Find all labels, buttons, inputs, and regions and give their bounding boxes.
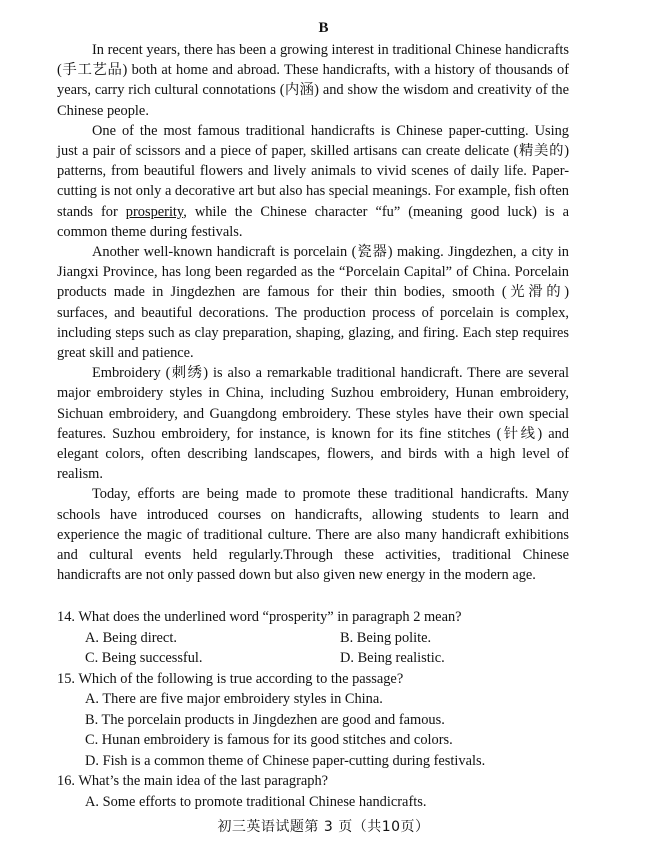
options: [57, 628, 569, 669]
option-b: B. Being polite.: [340, 629, 432, 646]
question-stem: 14. What does the underlined word “prosperity” in paragraph 2 mean?: [57, 609, 462, 625]
section-label: B: [318, 20, 329, 36]
option-d: D. Fish is a common theme of Chinese paper-cutting during festivals.: [85, 752, 486, 769]
option-d: D. Being realistic.: [340, 650, 445, 666]
paragraph-2-text-b: , while the Chinese character “fu” (meaning good luck) is a common theme during festivals.: [57, 203, 569, 240]
question-14: [57, 607, 569, 669]
question-stem: 16. What’s the main idea of the last paragraph?: [57, 773, 329, 789]
paragraph-3: Another well-known handicraft is porcelain (瓷器) making. Jingdezhen, a city in Jiangxi Province, has long been regarded as the “Porcelain Capital” of China. Porcelain products made in Jingdezhen are famous for their thin bodies, smooth (光滑的) surfaces, and beautiful decorations. The production process of porcelain is complex, including steps such as clay preparation, shaping, glazing, and firing. Each step requires great skill and patience.: [57, 244, 569, 362]
options: [57, 689, 569, 771]
option-c: C. Hunan embroidery is famous for its good stitches and colors.: [85, 732, 453, 748]
option-a: A. Some efforts to promote traditional Chinese handicrafts.: [85, 793, 427, 810]
reading-passage: [57, 40, 569, 585]
option-c: C. Being successful.: [85, 650, 203, 666]
page-footer: 初三英语试题第 3 页（共10页）: [217, 819, 430, 835]
option-a: A. Being direct.: [85, 629, 177, 646]
paragraph-1: In recent years, there has been a growing interest in traditional Chinese handicrafts (手工艺品) both at home and abroad. These handicrafts, with a history of thousands of years, carry rich cultural connotations (内涵) and show the wisdom and creativity of the Chinese people.: [57, 42, 569, 119]
question-stem: 15. Which of the following is true according to the passage?: [57, 670, 404, 687]
question-16: [57, 771, 569, 812]
option-b: B. The porcelain products in Jingdezhen are good and famous.: [85, 711, 445, 728]
paragraph-2: [57, 121, 569, 242]
paragraph-5: Today, efforts are being made to promote these traditional handicrafts. Many schools have introduced courses on handicrafts, allowing students to learn and experience the magic of traditional culture. There are also many handicraft exhibitions and cultural events held regularly.Through these activities, traditional Chinese handicrafts are not only passed down but also given new energy in the modern age.: [57, 486, 569, 584]
paragraph-4: Embroidery (刺绣) is also a remarkable traditional handicraft. There are several major embroidery styles in China, including Suzhou embroidery, Hunan embroidery, Sichuan embroidery, and Guangdong embroidery. These styles have their own special features. Suzhou embroidery, for instance, is known for its fine stitches (针线) and elegant colors, often describing landscapes, flowers, and birds with a high level of realism.: [57, 365, 569, 483]
option-a: A. There are five major embroidery styles in China.: [85, 691, 383, 707]
underlined-word: prosperity: [125, 203, 184, 220]
question-15: [57, 669, 569, 772]
options: [57, 792, 569, 813]
paragraph-2-text-a: One of the most famous traditional handicrafts is Chinese paper-cutting. Using just a pair of scissors and a piece of paper, skilled artisans can create delicate (精美的) patterns, from beautiful flowers and lively animals to vivid scenes of daily life. Paper-cutting is not only a decorative art but also has special meanings. For example, fish often stands for: [57, 122, 569, 220]
question-list: [57, 607, 569, 812]
